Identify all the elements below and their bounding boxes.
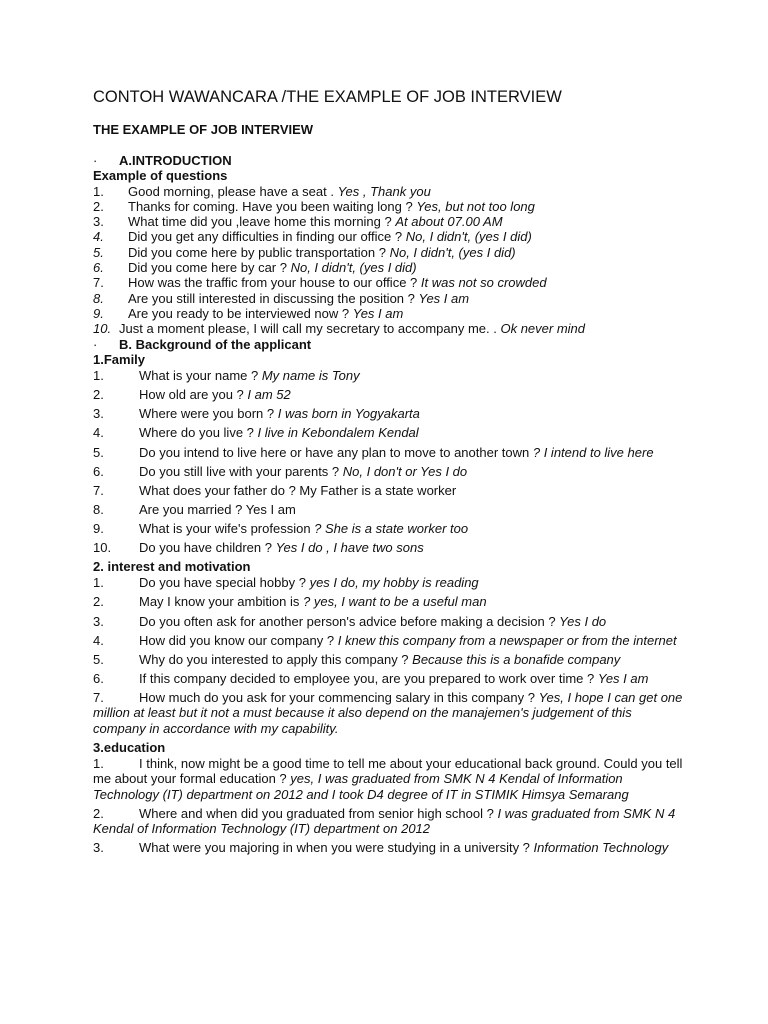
question-text: Do you have special hobby ?: [139, 575, 310, 591]
item-number: 2.: [93, 594, 104, 610]
item-number: 9.: [93, 305, 104, 321]
answer-text: Yes I am: [597, 670, 649, 686]
question-text: Do you have children ?: [139, 540, 276, 555]
item-number: 4.: [93, 632, 104, 648]
intro-question-list: [93, 184, 683, 337]
question-text: What time did you ,leave home this morning ?: [128, 214, 396, 230]
question-text: Just a moment please, I will call my secretary to accompany me. .: [119, 321, 501, 337]
interest-heading: 2. interest and motivation: [93, 559, 251, 575]
list-item: [93, 614, 683, 629]
item-number: 7.: [93, 482, 104, 498]
question-text: How much do you ask for your commencing salary in this company ?: [139, 689, 539, 705]
item-number: 1.: [93, 368, 104, 384]
question-text: Do you intend to live here or have any plan to move to another town: [139, 444, 533, 460]
list-item: [93, 306, 683, 321]
list-item: [93, 652, 683, 667]
question-text: Where were you born ?: [139, 406, 278, 422]
list-item: [93, 633, 683, 648]
list-item: [93, 199, 683, 214]
item-number: 1.: [93, 575, 104, 591]
item-number: 2.: [93, 805, 104, 821]
list-item: [93, 229, 683, 244]
list-item: [93, 671, 683, 686]
list-item: [93, 521, 683, 536]
list-item: [93, 275, 683, 290]
list-item: [93, 445, 683, 460]
item-number: 10.: [93, 540, 112, 555]
list-item: [93, 756, 683, 802]
answer-text: No, I didn't, (yes I did): [389, 244, 516, 260]
question-text: Where do you live ?: [139, 425, 258, 441]
answer-text: I knew this company from a newspaper or from the internet: [337, 632, 677, 648]
question-text: Where and when did you graduated from senior high school ?: [139, 805, 498, 821]
question-text: What were you majoring in when you were studying in a university ?: [139, 840, 534, 856]
education-heading: 3.education: [93, 739, 166, 755]
question-text: I think, now might be a good time to tell me about your educational back ground. Could you tell me about your formal education ?: [93, 755, 683, 787]
question-text: How was the traffic from your house to our office ?: [128, 275, 421, 291]
question-text: Did you get any difficulties in finding our office ?: [128, 229, 406, 245]
answer-text: Information Technology: [533, 840, 669, 856]
list-item: [93, 483, 683, 498]
section-b-heading: · B. Background of the applicant: [93, 336, 312, 352]
item-number: 3.: [93, 214, 104, 230]
item-number: 3.: [93, 840, 104, 856]
item-number: 9.: [93, 520, 104, 536]
item-number: 3.: [93, 613, 104, 629]
document-subtitle: THE EXAMPLE OF JOB INTERVIEW: [93, 122, 314, 137]
list-item: [93, 690, 683, 736]
answer-text: ? yes, I want to be a useful man: [303, 594, 487, 610]
family-question-list: [93, 368, 683, 555]
question-text: Thanks for coming. Have you been waiting long ?: [128, 198, 417, 214]
question-text: Are you ready to be interviewed now ?: [128, 305, 353, 321]
answer-text: I was born in Yogyakarta: [277, 406, 420, 422]
item-number: 1.: [93, 755, 104, 771]
item-number: 5.: [93, 651, 104, 667]
item-number: 7.: [93, 689, 104, 705]
question-text: Good morning, please have a seat .: [128, 183, 338, 199]
item-number: 4.: [93, 229, 104, 245]
list-item: [93, 406, 683, 421]
list-item: [93, 502, 683, 517]
item-number: 5.: [93, 244, 104, 260]
item-number: 6.: [93, 260, 104, 276]
list-item: [93, 840, 683, 855]
answer-text: It was not so crowded: [420, 275, 547, 291]
question-text: Are you married ? Yes I am: [139, 501, 296, 517]
item-number: 6.: [93, 463, 104, 479]
question-text: If this company decided to employee you, are you prepared to work over time ?: [139, 670, 598, 686]
answer-text: I live in Kebondalem Kendal: [257, 425, 419, 441]
item-number: 2.: [93, 387, 104, 403]
question-text: What is your name ?: [139, 368, 262, 384]
answer-text: Yes I do , I have two sons: [275, 540, 424, 555]
answer-text: Yes I do: [559, 613, 607, 629]
item-number: 1.: [93, 183, 104, 199]
question-text: What is your wife's profession: [139, 520, 315, 536]
question-text: What does your father do ? My Father is a state worker: [139, 482, 457, 498]
list-item: [93, 806, 683, 837]
example-questions-heading: Example of questions: [93, 168, 228, 184]
answer-text: No, I didn't, (yes I did): [405, 229, 532, 245]
answer-text: yes, I was graduated from SMK N 4 Kendal of Information Technology (IT) department on 2012 and I took D4 degree of IT in STIMIK Himsya Semarang: [93, 771, 629, 802]
answer-text: ? She is a state worker too: [314, 520, 469, 536]
answer-text: I was graduated from SMK N 4 Kendal of Information Technology (IT) department on 2012: [93, 805, 676, 836]
question-text: Do you still live with your parents ?: [139, 463, 343, 479]
answer-text: ? I intend to live here: [532, 444, 654, 460]
item-number: 4.: [93, 425, 104, 441]
question-text: How old are you ?: [139, 387, 248, 403]
education-question-list: [93, 756, 683, 855]
answer-text: Yes I am: [418, 290, 470, 306]
item-number: 8.: [93, 290, 104, 306]
answer-text: yes I do, my hobby is reading: [309, 575, 479, 591]
question-text: Are you still interested in discussing the position ?: [128, 290, 419, 306]
item-number: 6.: [93, 670, 104, 686]
item-number: 2.: [93, 198, 104, 214]
answer-text: Ok never mind: [500, 321, 586, 337]
item-number: 3.: [93, 406, 104, 422]
question-text: Do you often ask for another person's advice before making a decision ?: [139, 613, 560, 629]
answer-text: Yes , Thank you: [337, 183, 431, 199]
list-item: [93, 245, 683, 260]
list-item: [93, 540, 683, 555]
item-number: 10.: [93, 321, 112, 337]
list-item: [93, 184, 683, 199]
list-item: [93, 387, 683, 402]
bullet-symbol: ·: [93, 336, 98, 352]
family-heading: 1.Family: [93, 351, 146, 367]
question-text: Did you come here by public transportation ?: [128, 244, 390, 260]
list-item: [93, 425, 683, 440]
question-text: How did you know our company ?: [139, 632, 338, 648]
question-text: May I know your ambition is: [139, 594, 304, 610]
answer-text: No, I didn't, (yes I did): [290, 260, 417, 276]
section-a-heading: · A.INTRODUCTION: [93, 153, 232, 168]
answer-text: No, I don't or Yes I do: [342, 463, 468, 479]
list-item: [93, 575, 683, 590]
question-text: Why do you interested to apply this company ?: [139, 651, 413, 667]
list-item: [93, 321, 683, 336]
answer-text: At about 07.00 AM: [395, 214, 503, 230]
document-body: [93, 88, 683, 859]
document-title: CONTOH WAWANCARA /THE EXAMPLE OF JOB INTERVIEW: [93, 88, 562, 106]
answer-text: Yes I am: [352, 305, 404, 321]
answer-text: I am 52: [247, 387, 291, 403]
item-number: 7.: [93, 275, 104, 291]
answer-text: My name is Tony: [261, 368, 360, 384]
list-item: [93, 464, 683, 479]
answer-text: Because this is a bonafide company: [412, 651, 621, 667]
list-item: [93, 260, 683, 275]
item-number: 5.: [93, 444, 104, 460]
answer-text: Yes, I hope I can get one million at least but it not a must because it also depend on the manajemen's judgement of this company in accordance with my capability.: [93, 689, 683, 736]
item-number: 8.: [93, 501, 104, 517]
list-item: [93, 594, 683, 609]
list-item: [93, 214, 683, 229]
list-item: [93, 368, 683, 383]
question-text: Did you come here by car ?: [128, 260, 291, 276]
list-item: [93, 291, 683, 306]
answer-text: Yes, but not too long: [416, 198, 535, 214]
bullet-symbol: ·: [93, 153, 98, 168]
interest-question-list: [93, 575, 683, 735]
